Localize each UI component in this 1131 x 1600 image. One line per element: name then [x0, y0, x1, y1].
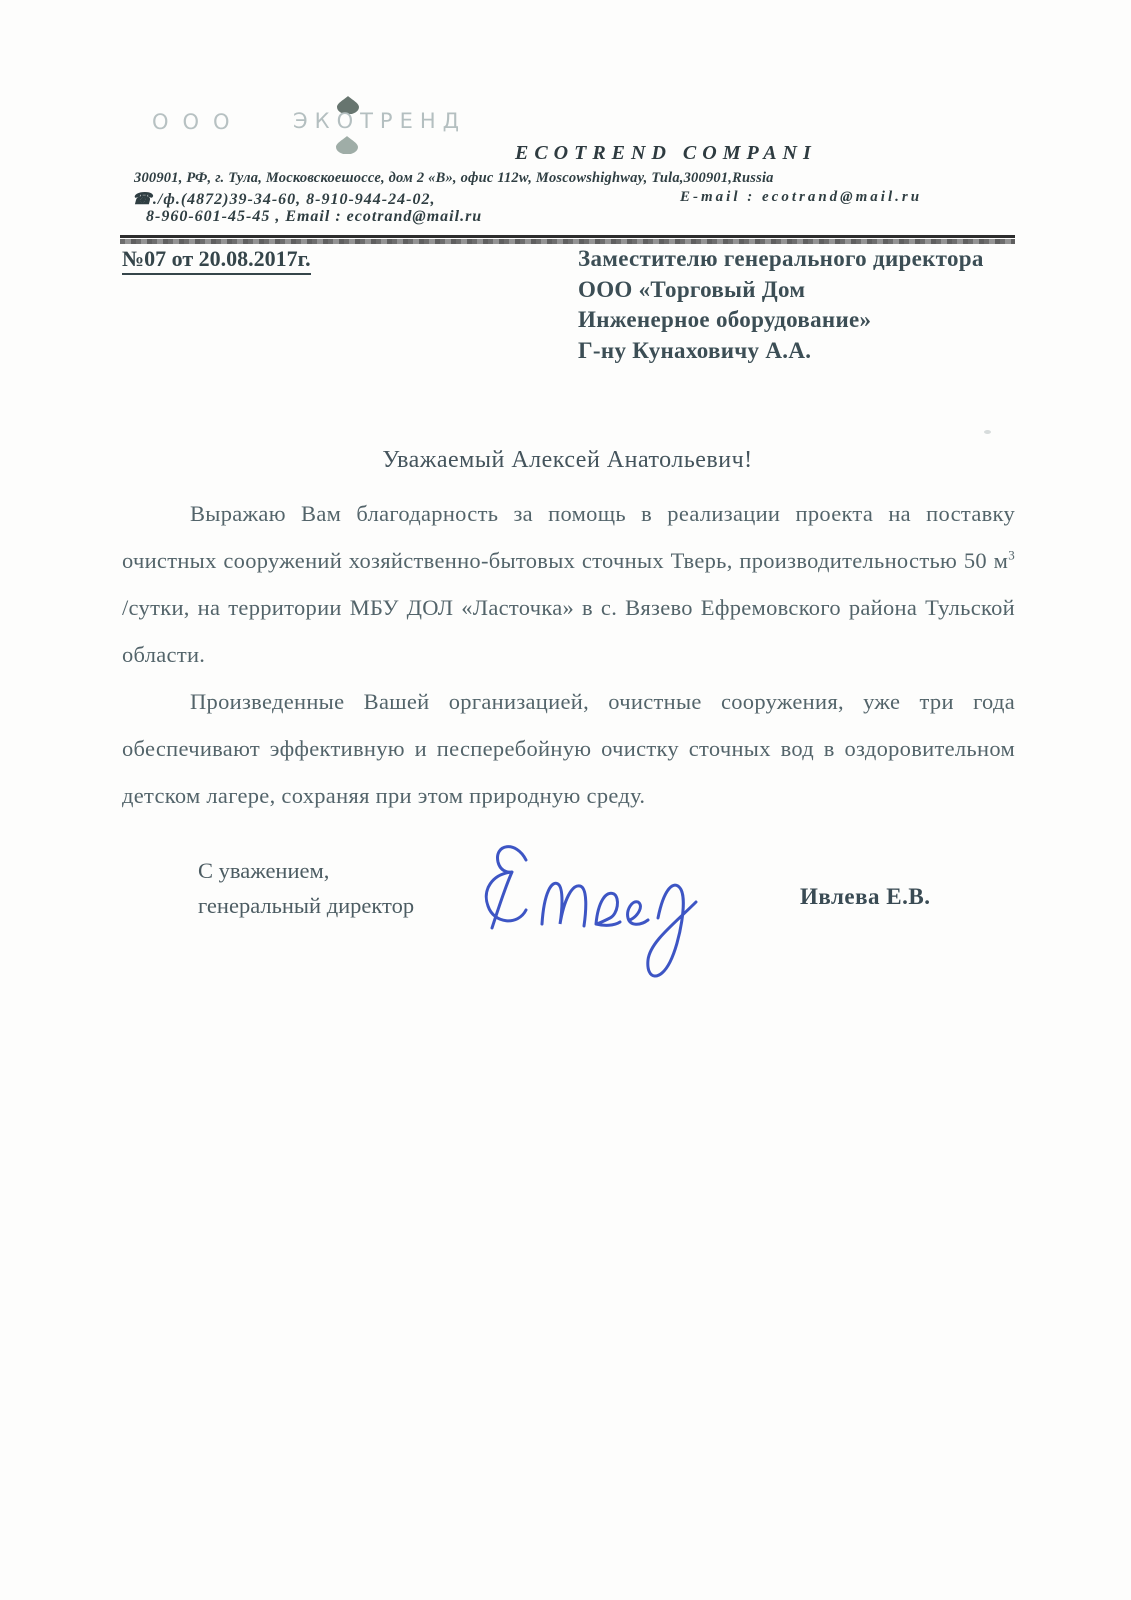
superscript-cubic: 3: [1008, 547, 1015, 563]
closing-line: С уважением,: [198, 858, 330, 883]
divider-thin-line: [120, 235, 1015, 238]
signatory-name: Ивлева Е.В.: [800, 884, 931, 909]
logo-ooo-text: ООО: [152, 110, 244, 134]
handwritten-signature: [468, 832, 718, 992]
recipient-block: [578, 244, 984, 366]
paragraph-1-text: Выражаю Вам благодарность за помощь в реализации проекта на поставку очистных сооружений хозяйственно-бытовых сточных Тверь, производительностью 50 м: [122, 501, 1015, 573]
paragraph-1: [122, 490, 1015, 678]
letter-body: [122, 490, 1015, 819]
paragraph-2: Произведенные Вашей организацией, очистные сооружения, уже три года обеспечивают эффективную и песперебойную очистку сточных вод в оздоровительном детском лагере, сохраняя при этом природную среду.: [122, 689, 1015, 808]
recipient-line: ООО «Торговый Дом: [578, 276, 806, 302]
header-divider-rule: [120, 235, 1015, 244]
email-address-right: E-mail : ecotrand@mail.ru: [680, 189, 923, 205]
phone-email-line: 8-960-601-45-45 , Email : ecotrand@mail.ru: [146, 208, 483, 225]
leaf-icon-bottom: [336, 136, 358, 154]
scan-artifact: [984, 430, 991, 434]
company-address: 300901, РФ, г. Тула, Московскоешоссе, дом 2 «В», офис 112w, Moscowshighway, Tula,300901,Russia: [134, 170, 774, 186]
recipient-line: Г-ну Кунаховичу А.А.: [578, 337, 812, 363]
logo-company-name: ЭКОТРЕНД: [293, 109, 467, 133]
recipient-line: Инженерное оборудование»: [578, 307, 872, 332]
paragraph-1-text-cont: /сутки, на территории МБУ ДОЛ «Ласточка» в с. Вязево Ефремовского района Тульской области.: [122, 595, 1015, 667]
company-name-english: ECOTREND COMPANI: [515, 142, 817, 164]
reference-number: №07 от 20.08.2017г.: [122, 246, 311, 275]
recipient-line: Заместителю генерального директора: [578, 246, 984, 271]
phone-fax-line: ☎./ф.(4872)39-34-60, 8-910-944-24-02,: [132, 191, 436, 208]
closing-block: [198, 853, 414, 923]
salutation: Уважаемый Алексей Анатольевич!: [382, 447, 753, 473]
closing-line: генеральный директор: [198, 893, 415, 918]
